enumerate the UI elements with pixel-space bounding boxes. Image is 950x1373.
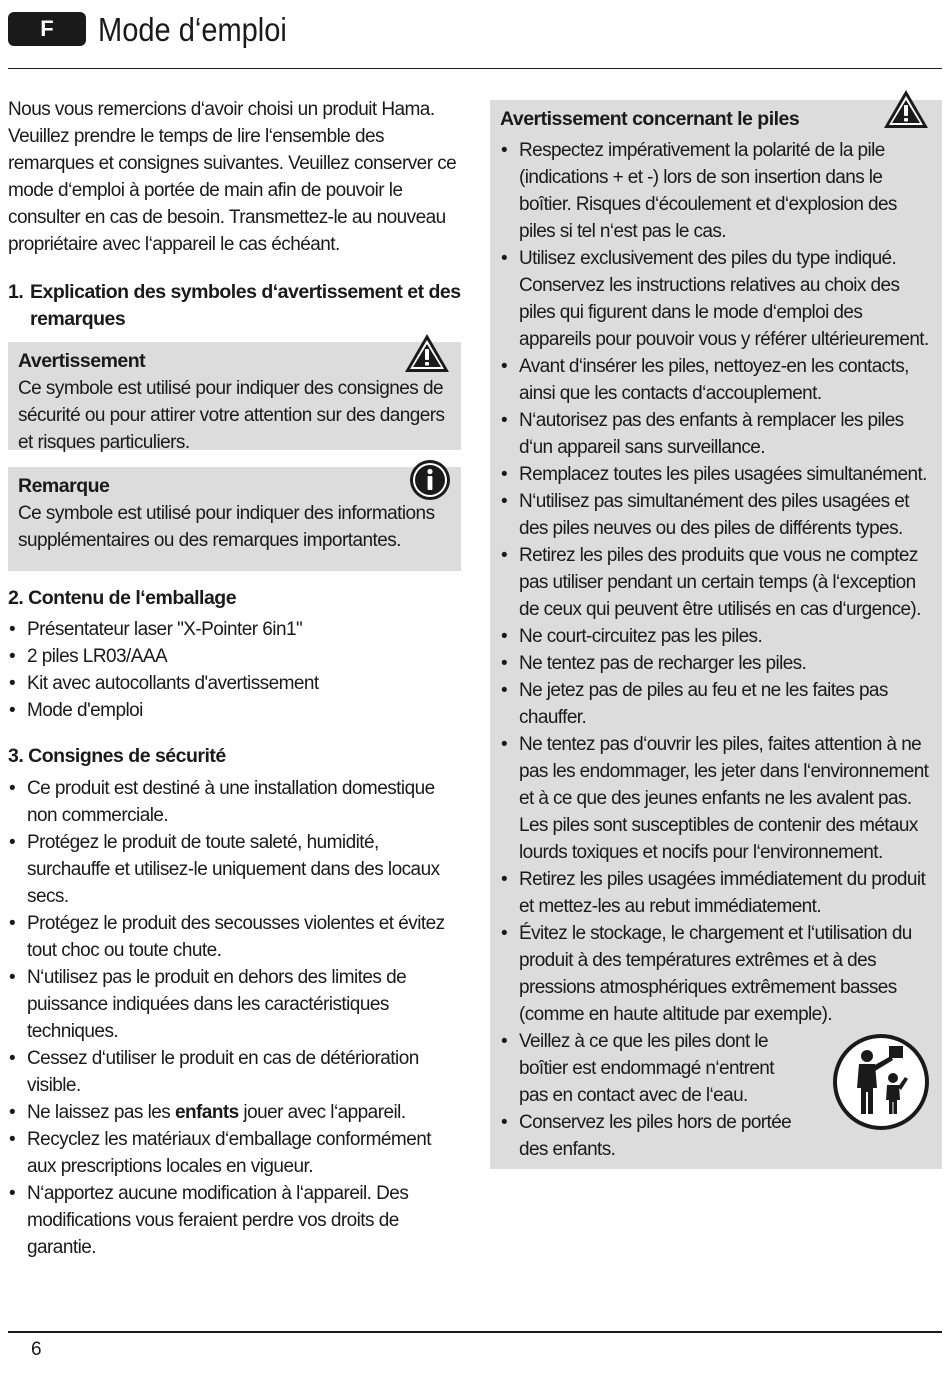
note-notice: [8, 467, 461, 571]
list-item: • Recyclez les matériaux d‘emballage conformément aux prescriptions locales en vigueur.: [8, 1126, 461, 1180]
warning-notice: [8, 342, 461, 453]
section-3-heading: 3. Consignes de sécurité: [8, 745, 226, 767]
list-item: • Ne court-circuitez pas les piles.: [500, 623, 934, 650]
intro-paragraph: Nous vous remercions d‘avoir choisi un produit Hama. Veuillez prendre le temps de lire l‘ensemble des remarques et consignes suivantes. Veuillez conserver ce mode d‘emploi à portée de main afin de pouvoir le consulter en cas de besoin. Transmettez-le au nouveau propriétaire avec l‘appareil le cas échéant.: [8, 99, 457, 255]
list-item: • Retirez les piles usagées immédiatement du produit et mettez-les au rebut immédiatement.: [500, 866, 934, 920]
footer-divider: [8, 1331, 942, 1333]
list-item: • 2 piles LR03/AAA: [8, 643, 461, 670]
list-item: • Ne tentez pas d‘ouvrir les piles, faites attention à ne pas les endommager, les jeter dans l‘environnement et à ce que des jeunes enfants ne les avalent pas. Les piles sont susceptibles de contenir des métaux lourds toxiques et nocifs pour l‘environnement.: [500, 731, 934, 866]
list-item: • Retirez les piles des produits que vous ne comptez pas utiliser pendant un certain temps (à l‘exception de ceux qui peuvent être utilisés en cas d‘urgence).: [500, 542, 934, 623]
warning-title: Avertissement: [18, 350, 146, 372]
page-title: Mode d‘emploi: [98, 11, 287, 48]
list-item: • Protégez le produit de toute saleté, humidité, surchauffe et utilisez-le uniquement dans des locaux secs.: [8, 829, 461, 910]
section-1-heading: [8, 279, 461, 333]
list-item: • Respectez impérativement la polarité de la pile (indications + et -) lors de son insertion dans le boîtier. Risques d‘écoulement et d‘explosion des piles si tel n‘est pas le cas.: [500, 137, 934, 245]
note-text: Ce symbole est utilisé pour indiquer des informations supplémentaires ou des remarques importantes.: [18, 503, 435, 551]
children-item-before: Ne laissez pas les: [27, 1102, 175, 1123]
page-header: [8, 10, 942, 68]
language-badge: F: [8, 12, 86, 46]
section-1-title: Explication des symboles d‘avertissement et des remarques: [30, 281, 461, 330]
list-item: • Présentateur laser "X-Pointer 6in1": [8, 616, 461, 643]
warning-triangle-icon: [882, 88, 930, 130]
list-item: • Ne tentez pas de recharger les piles.: [500, 650, 934, 677]
children-item-after: jouer avec l‘appareil.: [238, 1102, 406, 1123]
safety-instructions-list: [8, 775, 461, 1261]
list-item: • Utilisez exclusivement des piles du type indiqué. Conservez les instructions relatives au choix des piles qui figurent dans le mode d‘emploi des appareils pour pouvoir vous y référer ultérieurement.: [500, 245, 934, 353]
list-item: • Évitez le stockage, le chargement et l‘utilisation du produit à des températures extrêmes et à des pressions atmosphériques extrêmement basses (comme en haute altitude par exemple).: [500, 920, 934, 1028]
children-item-bold: enfants: [174, 1102, 239, 1123]
warning-text: Ce symbole est utilisé pour indiquer des consignes de sécurité ou pour attirer votre attention sur des dangers et risques particuliers.: [18, 378, 445, 453]
list-item: • Protégez le produit des secousses violentes et évitez tout choc ou toute chute.: [8, 910, 461, 964]
list-item: • N‘utilisez pas simultanément des piles usagées et des piles neuves ou des piles de différents types.: [500, 488, 934, 542]
list-item: • Veillez à ce que les piles dont le boîtier est endommagé n‘entrent pas en contact avec de l‘eau.: [500, 1028, 800, 1109]
note-title: Remarque: [18, 475, 110, 497]
warning-triangle-icon: [403, 332, 451, 374]
battery-warning-list-end: [490, 1028, 808, 1163]
list-item: • Avant d‘insérer les piles, nettoyez-en les contacts, ainsi que les contacts d‘accouplement.: [500, 353, 934, 407]
battery-warning-list: [490, 137, 942, 1028]
battery-warning-box: [490, 100, 942, 1169]
section-2-heading: 2. Contenu de l‘emballage: [8, 587, 237, 609]
list-item: • Kit avec autocollants d'avertissement: [8, 670, 461, 697]
keep-away-from-children-icon: [831, 1032, 931, 1132]
list-item: • Cessez d‘utiliser le produit en cas de détérioration visible.: [8, 1045, 461, 1099]
battery-last-items: [490, 1028, 942, 1163]
header-divider: [8, 68, 942, 69]
page-number: 6: [31, 1339, 42, 1360]
section-1-number: 1.: [8, 281, 24, 303]
list-item: • Ne jetez pas de piles au feu et ne les faites pas chauffer.: [500, 677, 934, 731]
list-item: • Ce produit est destiné à une installation domestique non commerciale.: [8, 775, 461, 829]
left-column: [8, 96, 461, 1261]
list-item: [8, 1099, 461, 1126]
list-item: • Mode d'emploi: [8, 697, 461, 724]
list-item: • N‘autorisez pas des enfants à remplacer les piles d‘un appareil sans surveillance.: [500, 407, 934, 461]
package-contents-list: [8, 616, 461, 724]
list-item: • Conservez les piles hors de portée des enfants.: [500, 1109, 800, 1163]
list-item: • N‘utilisez pas le produit en dehors des limites de puissance indiquées dans les caractéristiques techniques.: [8, 964, 461, 1045]
list-item: • N‘apportez aucune modification à l‘appareil. Des modifications vous feraient perdre vos droits de garantie.: [8, 1180, 461, 1261]
list-item: • Remplacez toutes les piles usagées simultanément.: [500, 461, 934, 488]
info-circle-icon: [409, 459, 451, 501]
battery-warning-title: Avertissement concernant le piles: [500, 108, 800, 130]
